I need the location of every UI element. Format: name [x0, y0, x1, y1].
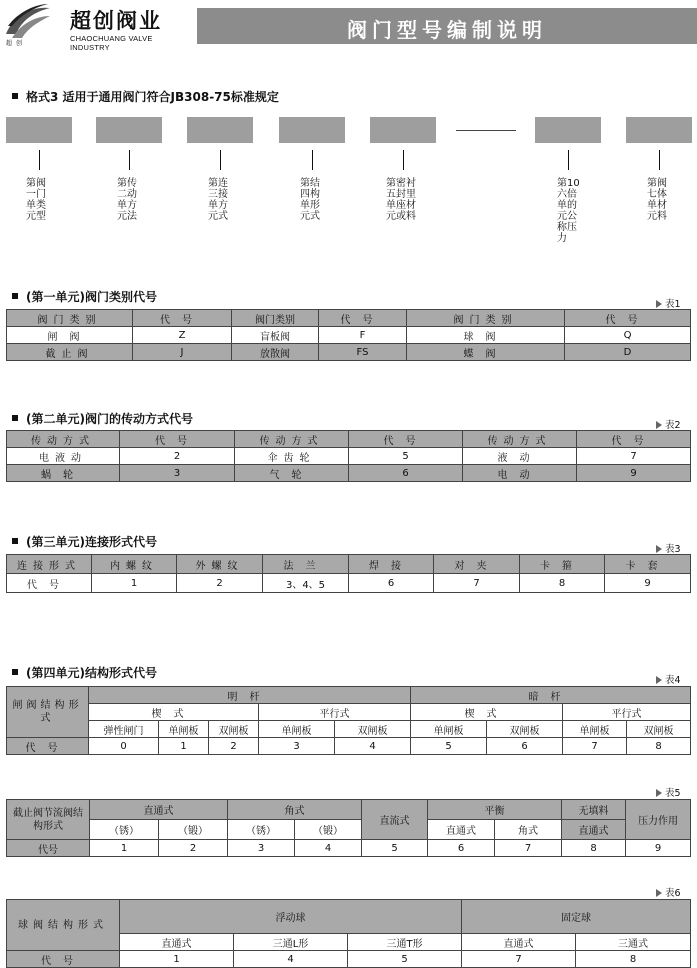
bullet-square-icon — [12, 669, 18, 675]
t4-sub-7: 双闸板 — [487, 721, 563, 738]
table-5 — [6, 799, 691, 857]
t3-c1: 代号 — [7, 574, 92, 593]
t4-sub-6: 单闸板 — [411, 721, 487, 738]
triangle-right-icon — [656, 789, 662, 797]
table-header-row — [7, 687, 691, 704]
t5-nofill: 无填料 — [562, 800, 626, 820]
t4-an-parallel: 平行式 — [563, 704, 691, 721]
t2-r2c6: 9 — [577, 465, 691, 482]
t2-r1c2: 2 — [120, 448, 235, 465]
t6-code-1: 1 — [120, 951, 234, 968]
t3-c6: 7 — [434, 574, 520, 593]
t3-h2: 内螺纹 — [92, 555, 177, 574]
t4-sub-4: 单闸板 — [259, 721, 335, 738]
t4-code-8: 7 — [563, 738, 627, 755]
t1-h2: 代号 — [133, 310, 232, 327]
t5-code-6: 6 — [428, 840, 495, 857]
t1-h5: 阀门类别 — [407, 310, 565, 327]
t5-code-4: 4 — [295, 840, 362, 857]
t4-code-2: 1 — [159, 738, 209, 755]
t2-number-text: 表2 — [665, 420, 681, 431]
t3-h3: 外螺纹 — [177, 555, 263, 574]
table-header-row — [7, 431, 691, 448]
bullet-square-icon — [12, 415, 18, 421]
t6-code-2: 4 — [234, 951, 348, 968]
table-row — [7, 448, 691, 465]
unit-line-3 — [220, 150, 221, 170]
t3-h6: 对夹 — [434, 555, 520, 574]
table-row — [7, 951, 691, 968]
t5-code-3: 3 — [228, 840, 295, 857]
t5-number — [656, 785, 681, 799]
t6-code-3: 5 — [348, 951, 462, 968]
t1-number — [656, 296, 681, 310]
t5-code-9: 9 — [626, 840, 691, 857]
unit-box-2 — [96, 117, 162, 143]
t6-sub-5: 三通式 — [576, 934, 691, 951]
t3-c3: 2 — [177, 574, 263, 593]
t2-r1c6: 7 — [577, 448, 691, 465]
table-row — [7, 465, 691, 482]
t6-sub-2: 三通L形 — [234, 934, 348, 951]
t1-r1c3: 盲板阀 — [232, 327, 319, 344]
t6-number — [656, 885, 681, 899]
triangle-right-icon — [656, 300, 662, 308]
t4-code-label: 代号 — [7, 738, 89, 755]
t3-h4: 法兰 — [263, 555, 349, 574]
t4-code-7: 6 — [487, 738, 563, 755]
t5-angle: 角式 — [228, 800, 362, 820]
table-2 — [6, 430, 691, 482]
unit-line-5 — [403, 150, 404, 170]
bullet-square-icon — [12, 538, 18, 544]
t1-r2c1: 截止阀 — [7, 344, 133, 361]
table-4 — [6, 686, 691, 755]
t1-title — [12, 288, 157, 305]
t4-number — [656, 672, 681, 686]
t2-title-text: (第二单元)阀门的传动方式代号 — [26, 412, 193, 426]
t5-code-8: 8 — [562, 840, 626, 857]
t5-sub-6: 角式 — [495, 820, 562, 840]
t2-h3: 传动方式 — [235, 431, 349, 448]
t2-h2: 代号 — [120, 431, 235, 448]
t1-number-text: 表1 — [665, 299, 681, 310]
bullet-square-icon — [12, 93, 18, 99]
t2-r2c3: 气轮 — [235, 465, 349, 482]
t5-sub-7: 直通式 — [562, 820, 626, 840]
t1-r2c5: 蝶阀 — [407, 344, 565, 361]
t2-h1: 传动方式 — [7, 431, 120, 448]
unit-separator-dash — [456, 130, 516, 131]
logo-english-name: CHAOCHUANG VALVE INDUSTRY — [70, 34, 153, 52]
table-header-row — [7, 900, 691, 934]
logo-chinese-name: 超创阀业 — [70, 8, 162, 33]
t5-pressure: 压力作用 — [626, 800, 691, 840]
logo-sub-text: 超创 — [6, 40, 27, 47]
table-row — [7, 840, 691, 857]
t5-direct: 直流式 — [362, 800, 428, 840]
t5-balance: 平衡 — [428, 800, 562, 820]
t1-r2c3: 放散阀 — [232, 344, 319, 361]
t2-r2c2: 3 — [120, 465, 235, 482]
page-header — [0, 0, 697, 52]
t2-number — [656, 417, 681, 431]
t6-code-5: 8 — [576, 951, 691, 968]
t4-code-3: 2 — [209, 738, 259, 755]
t4-ming-parallel: 平行式 — [259, 704, 411, 721]
table-6 — [6, 899, 691, 968]
t2-h4: 代号 — [349, 431, 463, 448]
t1-r1c6: Q — [565, 327, 691, 344]
t3-h1: 连接形式 — [7, 555, 92, 574]
t4-code-5: 4 — [335, 738, 411, 755]
triangle-right-icon — [656, 421, 662, 429]
format-title — [12, 88, 279, 105]
t5-straight: 直通式 — [90, 800, 228, 820]
t2-title — [12, 410, 193, 427]
bullet-square-icon — [12, 293, 18, 299]
title-bar — [197, 8, 697, 44]
t3-number-text: 表3 — [665, 544, 681, 555]
triangle-right-icon — [656, 889, 662, 897]
unit-label-4: 第结四构单形元式 — [300, 178, 320, 222]
unit-box-1 — [6, 117, 72, 143]
t4-label: 闸阀结构形式 — [7, 687, 89, 738]
t2-r1c4: 5 — [349, 448, 463, 465]
t5-code-7: 7 — [495, 840, 562, 857]
triangle-right-icon — [656, 545, 662, 553]
table-header-row — [7, 555, 691, 574]
unit-line-7 — [659, 150, 660, 170]
t2-r2c1: 蜗轮 — [7, 465, 120, 482]
t5-sub-5: 直通式 — [428, 820, 495, 840]
t4-code-4: 3 — [259, 738, 335, 755]
unit-line-2 — [129, 150, 130, 170]
t3-c2: 1 — [92, 574, 177, 593]
t5-label: 截止阀节流阀结构形式 — [7, 800, 90, 840]
t5-sub-2: （锻） — [159, 820, 228, 840]
t4-sub-1: 弹性闸门 — [89, 721, 159, 738]
t2-r1c5: 液动 — [463, 448, 577, 465]
t1-h1: 阀门类别 — [7, 310, 133, 327]
t1-h3: 阀门类别 — [232, 310, 319, 327]
table-3 — [6, 554, 691, 593]
t3-number — [656, 541, 681, 555]
t5-code-1: 1 — [90, 840, 159, 857]
unit-label-2: 第传二动单方元法 — [117, 178, 137, 222]
t2-r1c1: 电液动 — [7, 448, 120, 465]
t5-sub-3: （锈） — [228, 820, 295, 840]
unit-label-7: 第阀七体单材元料 — [647, 178, 667, 222]
unit-line-1 — [39, 150, 40, 170]
t5-code-label: 代号 — [7, 840, 90, 857]
t4-sub-3: 双闸板 — [209, 721, 259, 738]
unit-box-6 — [535, 117, 601, 143]
t2-r1c3: 伞齿轮 — [235, 448, 349, 465]
t1-r1c1: 闸阀 — [7, 327, 133, 344]
unit-box-7 — [626, 117, 692, 143]
page-title: 阀门型号编制说明 — [347, 18, 547, 42]
unit-label-6: 第10六倍单的元公称压力 — [557, 178, 580, 244]
t4-sub-9: 双闸板 — [627, 721, 691, 738]
t1-h6: 代号 — [565, 310, 691, 327]
t4-sub-2: 单闸板 — [159, 721, 209, 738]
t5-code-2: 2 — [159, 840, 228, 857]
t2-h5: 传动方式 — [463, 431, 577, 448]
unit-box-3 — [187, 117, 253, 143]
unit-line-4 — [312, 150, 313, 170]
t4-number-text: 表4 — [665, 675, 681, 686]
t5-sub-1: （锈） — [90, 820, 159, 840]
t3-title-text: (第三单元)连接形式代号 — [26, 535, 157, 549]
t4-ming: 明杆 — [89, 687, 411, 704]
t3-c7: 8 — [520, 574, 605, 593]
unit-line-6 — [568, 150, 569, 170]
t3-title — [12, 533, 157, 550]
t4-sub-8: 单闸板 — [563, 721, 627, 738]
t4-code-6: 5 — [411, 738, 487, 755]
t3-c4: 3、4、5 — [263, 574, 349, 593]
t4-an: 暗杆 — [411, 687, 691, 704]
t1-title-text: (第一单元)阀门类别代号 — [26, 290, 157, 304]
table-row — [7, 574, 691, 593]
t1-r1c2: Z — [133, 327, 232, 344]
t6-sub-1: 直通式 — [120, 934, 234, 951]
t1-r2c6: D — [565, 344, 691, 361]
t4-ming-wedge: 楔式 — [89, 704, 259, 721]
company-logo — [4, 4, 194, 52]
table-header-row — [7, 800, 691, 820]
unit-label-3: 第连三接单方元式 — [208, 178, 228, 222]
t3-c5: 6 — [349, 574, 434, 593]
table-header-row — [7, 721, 691, 738]
t3-h5: 焊接 — [349, 555, 434, 574]
t6-sub-3: 三通T形 — [348, 934, 462, 951]
unit-box-4 — [279, 117, 345, 143]
t4-code-1: 0 — [89, 738, 159, 755]
t2-r2c4: 6 — [349, 465, 463, 482]
format-title-text: 格式3 适用于通用阀门符合JB308-75标准规定 — [26, 90, 279, 104]
t3-c8: 9 — [605, 574, 691, 593]
t4-title — [12, 664, 157, 681]
table-row — [7, 344, 691, 361]
t2-r2c5: 电动 — [463, 465, 577, 482]
t2-h6: 代号 — [577, 431, 691, 448]
table-header-row — [7, 820, 691, 840]
table-header-row — [7, 704, 691, 721]
t6-float: 浮动球 — [120, 900, 462, 934]
unit-box-5 — [370, 117, 436, 143]
unit-label-1: 第阀一门单类元型 — [26, 178, 46, 222]
table-header-row — [7, 310, 691, 327]
table-row — [7, 327, 691, 344]
t4-code-9: 8 — [627, 738, 691, 755]
t6-fixed: 固定球 — [462, 900, 691, 934]
t4-an-wedge: 楔式 — [411, 704, 563, 721]
t6-number-text: 表6 — [665, 888, 681, 899]
t4-title-text: (第四单元)结构形式代号 — [26, 666, 157, 680]
table-1 — [6, 309, 691, 361]
t5-number-text: 表5 — [665, 788, 681, 799]
t5-code-5: 5 — [362, 840, 428, 857]
t6-label: 球阀结构形式 — [7, 900, 120, 951]
t4-sub-5: 双闸板 — [335, 721, 411, 738]
t3-h7: 卡箍 — [520, 555, 605, 574]
t1-r1c5: 球阀 — [407, 327, 565, 344]
table-row — [7, 738, 691, 755]
unit-label-5: 第密衬五封里单座材元或料 — [386, 178, 416, 222]
t1-h4: 代号 — [319, 310, 407, 327]
t3-h8: 卡套 — [605, 555, 691, 574]
t1-r1c4: F — [319, 327, 407, 344]
t1-r2c2: J — [133, 344, 232, 361]
triangle-right-icon — [656, 676, 662, 684]
t6-code-label: 代号 — [7, 951, 120, 968]
t6-sub-4: 直通式 — [462, 934, 576, 951]
t6-code-4: 7 — [462, 951, 576, 968]
t5-sub-4: （锻） — [295, 820, 362, 840]
t1-r2c4: FS — [319, 344, 407, 361]
